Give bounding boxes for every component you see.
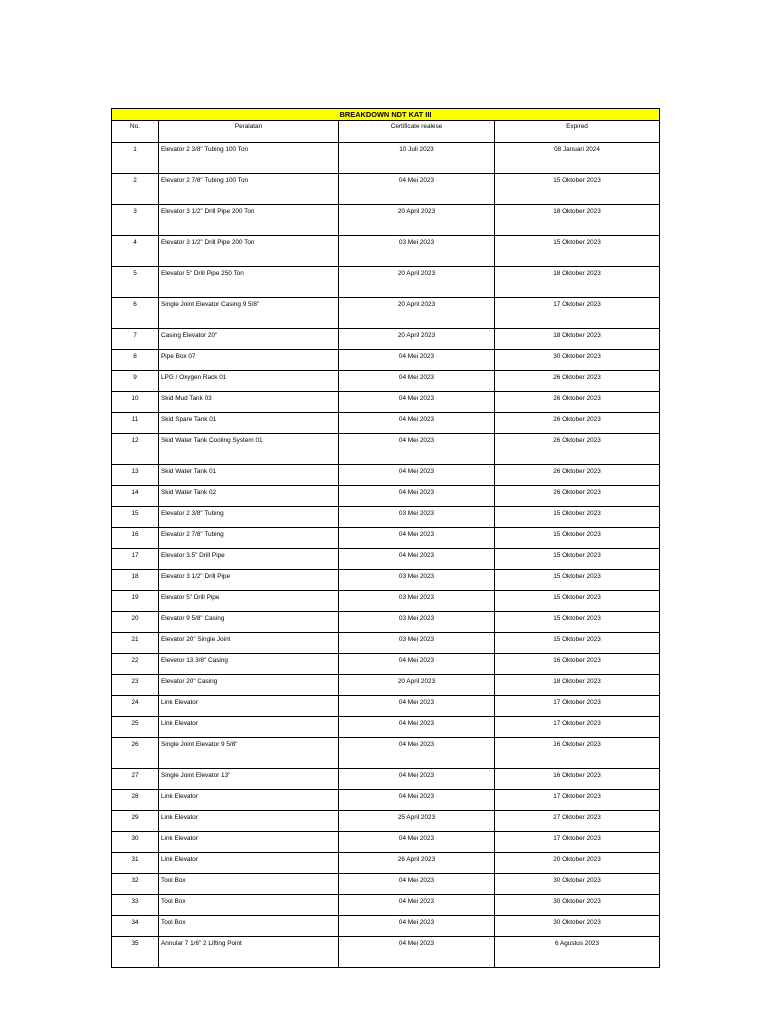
certificate-release-date: 04 Mei 2023 — [339, 832, 495, 853]
certificate-release-date: 04 Mei 2023 — [339, 769, 495, 790]
expiry-date: 30 Oktober 2023 — [495, 874, 660, 895]
table-row — [112, 570, 660, 591]
certificate-release-date: 04 Mei 2023 — [339, 874, 495, 895]
certificate-release-date: 04 Mei 2023 — [339, 738, 495, 769]
equipment-name: Tool Box — [159, 895, 339, 916]
header-certificate: Certificate realese — [339, 121, 495, 143]
row-number: 30 — [112, 832, 159, 853]
table-body — [112, 143, 660, 968]
certificate-release-date: 04 Mei 2023 — [339, 350, 495, 371]
row-number: 3 — [112, 205, 159, 236]
table-row — [112, 937, 660, 968]
equipment-name: Elevator 2 7/8" Tubing — [159, 528, 339, 549]
table-row — [112, 696, 660, 717]
table-row — [112, 769, 660, 790]
table-row — [112, 895, 660, 916]
equipment-name: Skid Mud Tank 03 — [159, 392, 339, 413]
certificate-release-date: 20 April 2023 — [339, 675, 495, 696]
expiry-date: 15 Oktober 2023 — [495, 633, 660, 654]
certificate-release-date: 04 Mei 2023 — [339, 916, 495, 937]
table-row — [112, 790, 660, 811]
certificate-release-date: 03 Mei 2023 — [339, 507, 495, 528]
table-row — [112, 874, 660, 895]
expiry-date: 15 Oktober 2023 — [495, 528, 660, 549]
table-row — [112, 811, 660, 832]
row-number: 19 — [112, 591, 159, 612]
certificate-release-date: 04 Mei 2023 — [339, 371, 495, 392]
certificate-release-date: 04 Mei 2023 — [339, 413, 495, 434]
row-number: 24 — [112, 696, 159, 717]
certificate-release-date: 20 April 2023 — [339, 205, 495, 236]
equipment-name: Link Elevator — [159, 811, 339, 832]
certificate-release-date: 03 Mei 2023 — [339, 612, 495, 633]
equipment-name: Pipe Box 07 — [159, 350, 339, 371]
header-no: No. — [112, 121, 159, 143]
certificate-release-date: 04 Mei 2023 — [339, 434, 495, 465]
table-row — [112, 591, 660, 612]
table-row — [112, 853, 660, 874]
expiry-date: 26 Oktober 2023 — [495, 392, 660, 413]
row-number: 29 — [112, 811, 159, 832]
expiry-date: 30 Oktober 2023 — [495, 916, 660, 937]
row-number: 1 — [112, 143, 159, 174]
row-number: 32 — [112, 874, 159, 895]
row-number: 9 — [112, 371, 159, 392]
row-number: 6 — [112, 298, 159, 329]
expiry-date: 17 Oktober 2023 — [495, 696, 660, 717]
row-number: 34 — [112, 916, 159, 937]
certificate-release-date: 04 Mei 2023 — [339, 790, 495, 811]
table-row — [112, 738, 660, 769]
certificate-release-date: 04 Mei 2023 — [339, 174, 495, 205]
equipment-name: Elevator 2 7/8" Tubing 100 Ton — [159, 174, 339, 205]
row-number: 13 — [112, 465, 159, 486]
expiry-date: 6 Agustus 2023 — [495, 937, 660, 968]
header-equipment: Peralatan — [159, 121, 339, 143]
equipment-name: Elevator 3.5" Drill Pipe — [159, 549, 339, 570]
row-number: 4 — [112, 236, 159, 267]
equipment-name: Skid Water Tank 02 — [159, 486, 339, 507]
table-row — [112, 350, 660, 371]
table-row — [112, 654, 660, 675]
expiry-date: 16 Oktober 2023 — [495, 654, 660, 675]
row-number: 27 — [112, 769, 159, 790]
certificate-release-date: 03 Mei 2023 — [339, 236, 495, 267]
certificate-release-date: 04 Mei 2023 — [339, 895, 495, 916]
certificate-release-date: 26 April 2023 — [339, 853, 495, 874]
equipment-name: Elevator 3 1/2" Drill Pipe 200 Ton — [159, 205, 339, 236]
equipment-name: Single Joint Elevator 9 5/8" — [159, 738, 339, 769]
equipment-name: Elevator 9 5/8" Casing — [159, 612, 339, 633]
equipment-name: Elevator 5" Drill Pipe 250 Ton — [159, 267, 339, 298]
row-number: 22 — [112, 654, 159, 675]
expiry-date: 26 Oktober 2023 — [495, 486, 660, 507]
certificate-release-date: 03 Mei 2023 — [339, 570, 495, 591]
certificate-release-date: 20 April 2023 — [339, 298, 495, 329]
row-number: 5 — [112, 267, 159, 298]
row-number: 8 — [112, 350, 159, 371]
expiry-date: 18 Oktober 2023 — [495, 675, 660, 696]
ndt-breakdown-table — [111, 108, 660, 968]
expiry-date: 20 Oktober 2023 — [495, 853, 660, 874]
certificate-release-date: 10 Juli 2023 — [339, 143, 495, 174]
equipment-name: Elevator 2 3/8" Tubing — [159, 507, 339, 528]
expiry-date: 15 Oktober 2023 — [495, 236, 660, 267]
equipment-name: Skid Water Tank Cooling System 01 — [159, 434, 339, 465]
row-number: 17 — [112, 549, 159, 570]
table-row — [112, 465, 660, 486]
expiry-date: 08 Januari 2024 — [495, 143, 660, 174]
equipment-name: Link Elevator — [159, 696, 339, 717]
table-row — [112, 675, 660, 696]
row-number: 10 — [112, 392, 159, 413]
equipment-name: LPG / Oxygen Rack 01 — [159, 371, 339, 392]
certificate-release-date: 04 Mei 2023 — [339, 549, 495, 570]
table-row — [112, 236, 660, 267]
expiry-date: 17 Oktober 2023 — [495, 717, 660, 738]
certificate-release-date: 03 Mei 2023 — [339, 591, 495, 612]
table-row — [112, 832, 660, 853]
table-row — [112, 329, 660, 350]
expiry-date: 16 Oktober 2023 — [495, 738, 660, 769]
row-number: 31 — [112, 853, 159, 874]
row-number: 7 — [112, 329, 159, 350]
row-number: 25 — [112, 717, 159, 738]
table-row — [112, 298, 660, 329]
table-row — [112, 717, 660, 738]
expiry-date: 15 Oktober 2023 — [495, 507, 660, 528]
row-number: 16 — [112, 528, 159, 549]
equipment-name: Link Elevator — [159, 832, 339, 853]
expiry-date: 16 Oktober 2023 — [495, 769, 660, 790]
row-number: 11 — [112, 413, 159, 434]
equipment-name: Link Elevator — [159, 790, 339, 811]
row-number: 14 — [112, 486, 159, 507]
expiry-date: 17 Oktober 2023 — [495, 832, 660, 853]
expiry-date: 15 Oktober 2023 — [495, 612, 660, 633]
row-number: 15 — [112, 507, 159, 528]
equipment-name: Elevator 2 3/8" Tubing 100 Ton — [159, 143, 339, 174]
expiry-date: 26 Oktober 2023 — [495, 413, 660, 434]
table-row — [112, 267, 660, 298]
row-number: 35 — [112, 937, 159, 968]
table-row — [112, 413, 660, 434]
table-row — [112, 507, 660, 528]
row-number: 28 — [112, 790, 159, 811]
table-row — [112, 205, 660, 236]
equipment-name: Skid Spare Tank 01 — [159, 413, 339, 434]
certificate-release-date: 04 Mei 2023 — [339, 937, 495, 968]
equipment-name: Link Elevator — [159, 717, 339, 738]
equipment-name: Elevator 3 1/2" Drill Pipe — [159, 570, 339, 591]
expiry-date: 15 Oktober 2023 — [495, 549, 660, 570]
equipment-name: Elevator 20" Single Joint — [159, 633, 339, 654]
header-expired: Expired — [495, 121, 660, 143]
row-number: 18 — [112, 570, 159, 591]
expiry-date: 15 Oktober 2023 — [495, 570, 660, 591]
equipment-name: Elevator 5" Drill Pipe — [159, 591, 339, 612]
table-row — [112, 392, 660, 413]
table-title: BREAKDOWN NDT KAT III — [112, 109, 660, 121]
row-number: 2 — [112, 174, 159, 205]
table-row — [112, 371, 660, 392]
certificate-release-date: 04 Mei 2023 — [339, 465, 495, 486]
table-row — [112, 528, 660, 549]
table-row — [112, 174, 660, 205]
certificate-release-date: 20 April 2023 — [339, 267, 495, 298]
row-number: 21 — [112, 633, 159, 654]
expiry-date: 18 Oktober 2023 — [495, 329, 660, 350]
equipment-name: Single Joint Elevator 13" — [159, 769, 339, 790]
equipment-name: Elevator 3 1/2" Drill Pipe 200 Ton — [159, 236, 339, 267]
expiry-date: 30 Oktober 2023 — [495, 895, 660, 916]
expiry-date: 27 Oktober 2023 — [495, 811, 660, 832]
expiry-date: 26 Oktober 2023 — [495, 465, 660, 486]
row-number: 33 — [112, 895, 159, 916]
table-row — [112, 916, 660, 937]
expiry-date: 17 Oktober 2023 — [495, 790, 660, 811]
equipment-name: Link Elevator — [159, 853, 339, 874]
equipment-name: Elevetor 13 3/8" Casing — [159, 654, 339, 675]
equipment-name: Casing Elevator 20" — [159, 329, 339, 350]
equipment-name: Skid Water Tank 01 — [159, 465, 339, 486]
certificate-release-date: 04 Mei 2023 — [339, 528, 495, 549]
certificate-release-date: 04 Mei 2023 — [339, 486, 495, 507]
table-row — [112, 434, 660, 465]
row-number: 26 — [112, 738, 159, 769]
expiry-date: 18 Oktober 2023 — [495, 267, 660, 298]
row-number: 12 — [112, 434, 159, 465]
table-row — [112, 612, 660, 633]
table-row — [112, 486, 660, 507]
row-number: 20 — [112, 612, 159, 633]
certificate-release-date: 20 April 2023 — [339, 329, 495, 350]
table-row — [112, 633, 660, 654]
table-row — [112, 143, 660, 174]
row-number: 23 — [112, 675, 159, 696]
certificate-release-date: 03 Mei 2023 — [339, 633, 495, 654]
table-row — [112, 549, 660, 570]
expiry-date: 15 Oktober 2023 — [495, 174, 660, 205]
expiry-date: 26 Oktober 2023 — [495, 371, 660, 392]
equipment-name: Tool Box — [159, 916, 339, 937]
expiry-date: 30 Oktober 2023 — [495, 350, 660, 371]
expiry-date: 17 Oktober 2023 — [495, 298, 660, 329]
certificate-release-date: 04 Mei 2023 — [339, 717, 495, 738]
certificate-release-date: 04 Mei 2023 — [339, 696, 495, 717]
equipment-name: Annular 7 1/6" 2 Lifting Point — [159, 937, 339, 968]
expiry-date: 18 Oktober 2023 — [495, 205, 660, 236]
expiry-date: 26 Oktober 2023 — [495, 434, 660, 465]
certificate-release-date: 25 April 2023 — [339, 811, 495, 832]
equipment-name: Single Joint Elevator Casing 9 5/8" — [159, 298, 339, 329]
certificate-release-date: 04 Mei 2023 — [339, 392, 495, 413]
equipment-name: Tool Box — [159, 874, 339, 895]
certificate-release-date: 04 Mei 2023 — [339, 654, 495, 675]
equipment-name: Elevator 20" Casing — [159, 675, 339, 696]
expiry-date: 15 Oktober 2023 — [495, 591, 660, 612]
